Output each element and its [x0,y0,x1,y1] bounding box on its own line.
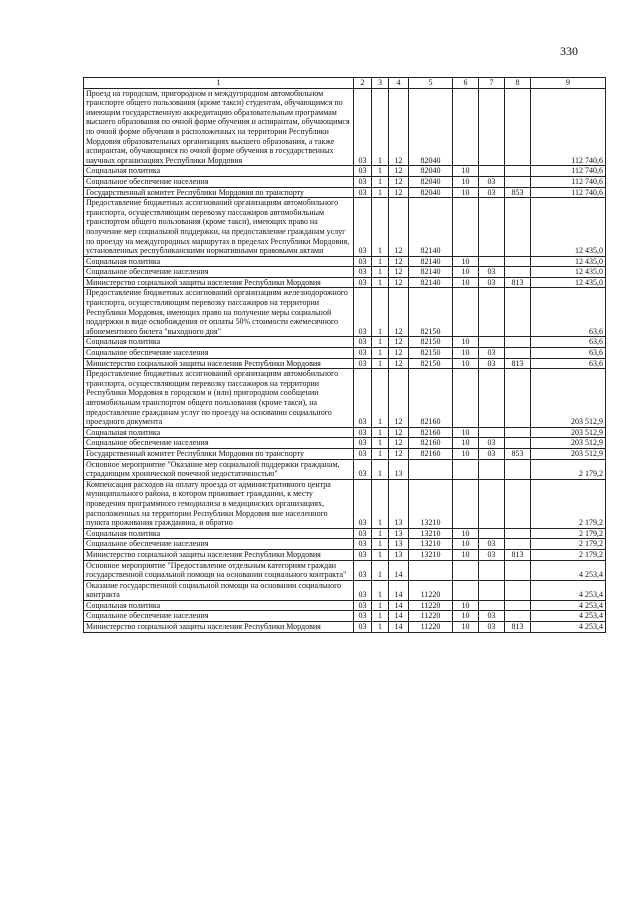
row-code-3: 1 [372,549,389,560]
row-code-7: 03 [479,176,505,187]
row-code-2: 03 [354,88,372,166]
row-code-5 [409,560,453,580]
row-code-2: 03 [354,358,372,369]
row-code-6: 10 [453,358,479,369]
row-code-2: 03 [354,622,372,633]
row-code-7: 03 [479,549,505,560]
row-code-2: 03 [354,611,372,622]
row-code-4: 12 [389,256,409,267]
table-row [84,358,606,369]
row-code-5: 82150 [409,348,453,359]
row-description: Министерство социальной защиты населения Республики Мордовия [84,549,354,560]
row-code-6: 10 [453,277,479,288]
row-code-7 [479,256,505,267]
row-code-2: 03 [354,198,372,257]
row-code-3: 1 [372,479,389,528]
row-code-3: 1 [372,337,389,348]
row-code-3: 1 [372,438,389,449]
row-code-6 [453,288,479,337]
row-code-4: 14 [389,560,409,580]
row-code-6 [453,198,479,257]
row-code-4: 13 [389,528,409,539]
row-code-6: 10 [453,166,479,177]
row-code-7 [479,580,505,600]
row-code-6: 10 [453,348,479,359]
row-code-7: 03 [479,358,505,369]
column-header: 2 [354,78,372,89]
row-code-8 [505,459,531,479]
table-row [84,176,606,187]
row-code-5: 11220 [409,580,453,600]
row-code-8: 813 [505,622,531,633]
row-code-5: 82140 [409,198,453,257]
table-row [84,256,606,267]
row-amount: 4 253,4 [531,580,606,600]
row-amount: 203 512,9 [531,369,606,428]
table-body [84,88,606,632]
row-code-6: 10 [453,528,479,539]
row-code-3: 1 [372,166,389,177]
row-amount: 63,6 [531,337,606,348]
row-code-5: 82040 [409,88,453,166]
row-description: Основное мероприятие "Оказание мер социальной поддержки гражданам, страдающим хронической почечной недостаточностью" [84,459,354,479]
row-amount: 2 179,2 [531,459,606,479]
column-header: 3 [372,78,389,89]
row-code-6: 10 [453,187,479,198]
row-code-3: 1 [372,348,389,359]
row-description: Социальное обеспечение населения [84,539,354,550]
row-amount: 112 740,6 [531,176,606,187]
row-description: Социальное обеспечение населения [84,348,354,359]
row-amount: 2 179,2 [531,479,606,528]
row-amount: 2 179,2 [531,549,606,560]
row-code-8 [505,438,531,449]
table-row [84,198,606,257]
row-code-8: 813 [505,549,531,560]
row-description: Министерство социальной защиты населения Республики Мордовия [84,622,354,633]
row-code-5: 82160 [409,448,453,459]
row-amount: 4 253,4 [531,600,606,611]
row-code-4: 12 [389,187,409,198]
table-row [84,267,606,278]
row-code-8 [505,560,531,580]
row-code-8 [505,348,531,359]
row-code-6: 10 [453,600,479,611]
row-description: Социальное обеспечение населения [84,438,354,449]
row-code-5: 82040 [409,166,453,177]
row-description: Социальная политика [84,256,354,267]
row-amount: 112 740,6 [531,88,606,166]
row-code-6: 10 [453,438,479,449]
row-code-3: 1 [372,256,389,267]
row-code-6: 10 [453,267,479,278]
row-code-4: 12 [389,427,409,438]
row-code-6 [453,580,479,600]
row-code-7 [479,337,505,348]
row-code-4: 12 [389,88,409,166]
row-code-4: 14 [389,611,409,622]
row-code-8 [505,166,531,177]
row-code-7: 03 [479,348,505,359]
row-code-2: 03 [354,438,372,449]
table-row [84,459,606,479]
row-code-2: 03 [354,549,372,560]
row-amount: 12 435,0 [531,277,606,288]
row-code-5: 13210 [409,539,453,550]
row-code-4: 12 [389,166,409,177]
row-code-3: 1 [372,369,389,428]
row-code-3: 1 [372,176,389,187]
row-code-3: 1 [372,600,389,611]
row-amount: 12 435,0 [531,267,606,278]
row-code-5: 82150 [409,337,453,348]
row-amount: 12 435,0 [531,256,606,267]
column-header: 1 [84,78,354,89]
row-code-2: 03 [354,288,372,337]
row-code-4: 13 [389,459,409,479]
row-code-8: 813 [505,358,531,369]
column-header: 5 [409,78,453,89]
row-code-2: 03 [354,448,372,459]
row-code-7 [479,427,505,438]
column-header: 4 [389,78,409,89]
row-description: Предоставление бюджетных ассигнований организациям железнодорожного транспорта, осуществляющим перевозку пассажиров на территории Республики Мордовия, имеющих право на получение меры социальной поддержки в виде освобождения от оплаты 50% стоимости ежемесячного абонементного билета "выходного дня" [84,288,354,337]
row-description: Социальное обеспечение населения [84,267,354,278]
row-code-6 [453,479,479,528]
row-amount: 4 253,4 [531,611,606,622]
row-code-6: 10 [453,176,479,187]
column-header: 7 [479,78,505,89]
row-code-5: 11220 [409,611,453,622]
table-row [84,187,606,198]
row-description: Основное мероприятие "Предоставление отдельным категориям граждан государственной социальной помощи на основании социального контракта" [84,560,354,580]
row-amount: 63,6 [531,358,606,369]
row-description: Социальная политика [84,337,354,348]
row-code-2: 03 [354,187,372,198]
table-row [84,369,606,428]
row-description: Предоставление бюджетных ассигнований организациям автомобильного транспорта, осуществляющим перевозку пассажиров автомобильным транспортом общего пользования (кроме такси), имеющих право на получение мер социальной поддержки, на предоставление гражданам услуг по проезду на междугородных маршрутах в пределах Республики Мордовия, установленных республиканскими нормативными правовыми актами [84,198,354,257]
row-code-4: 12 [389,348,409,359]
row-description: Социальная политика [84,528,354,539]
row-code-5: 82150 [409,358,453,369]
row-amount: 4 253,4 [531,622,606,633]
row-description: Компенсация расходов на оплату проезда от административного центра муниципального района, в котором проживает гражданин, к месту проведения программного гемодиализа в медицинских организациях, расположенных на территории Республики Мордовия вне населенного пункта проживания гражданина, и обратно [84,479,354,528]
row-code-2: 03 [354,256,372,267]
row-code-2: 03 [354,528,372,539]
table-row [84,580,606,600]
row-code-7 [479,288,505,337]
row-code-3: 1 [372,539,389,550]
row-code-7: 03 [479,539,505,550]
row-code-5: 13210 [409,549,453,560]
row-code-4: 14 [389,600,409,611]
column-header: 8 [505,78,531,89]
row-code-6: 10 [453,539,479,550]
row-amount: 12 435,0 [531,198,606,257]
column-header: 6 [453,78,479,89]
row-code-4: 13 [389,549,409,560]
row-amount: 2 179,2 [531,528,606,539]
row-code-3: 1 [372,622,389,633]
row-code-8 [505,611,531,622]
row-code-5: 82140 [409,256,453,267]
row-code-4: 13 [389,539,409,550]
column-header: 9 [531,78,606,89]
row-description: Оказание государственной социальной помощи на основании социального контракта [84,580,354,600]
row-code-7: 03 [479,438,505,449]
row-description: Социальное обеспечение населения [84,176,354,187]
row-code-7 [479,479,505,528]
row-code-7: 03 [479,267,505,278]
row-code-7 [479,88,505,166]
row-code-4: 12 [389,176,409,187]
row-code-6: 10 [453,549,479,560]
row-code-6 [453,369,479,428]
table-row [84,337,606,348]
table-row [84,166,606,177]
row-description: Социальная политика [84,427,354,438]
row-code-2: 03 [354,267,372,278]
row-code-2: 03 [354,427,372,438]
row-code-5: 82040 [409,187,453,198]
row-code-5: 82160 [409,369,453,428]
table-row [84,622,606,633]
page-number: 330 [560,44,578,58]
row-code-4: 14 [389,580,409,600]
row-code-2: 03 [354,166,372,177]
table-row [84,448,606,459]
table-row [84,528,606,539]
row-code-8: 853 [505,187,531,198]
table-row [84,479,606,528]
row-code-4: 14 [389,622,409,633]
row-description: Социальная политика [84,600,354,611]
row-code-5: 82040 [409,176,453,187]
row-code-6: 10 [453,611,479,622]
row-code-5: 82140 [409,277,453,288]
row-code-2: 03 [354,337,372,348]
row-code-3: 1 [372,288,389,337]
row-code-8 [505,600,531,611]
table-row [84,427,606,438]
table-row [84,539,606,550]
row-code-3: 1 [372,88,389,166]
row-code-3: 1 [372,198,389,257]
row-amount: 112 740,6 [531,166,606,177]
row-code-4: 13 [389,479,409,528]
row-code-6: 10 [453,448,479,459]
row-code-6 [453,560,479,580]
row-code-8 [505,479,531,528]
row-code-7 [479,528,505,539]
row-code-4: 12 [389,438,409,449]
row-code-5: 82150 [409,288,453,337]
row-code-2: 03 [354,600,372,611]
row-code-6: 10 [453,256,479,267]
table-row [84,277,606,288]
table-row [84,611,606,622]
row-description: Социальная политика [84,166,354,177]
row-code-4: 12 [389,369,409,428]
row-code-3: 1 [372,427,389,438]
row-code-4: 12 [389,358,409,369]
row-amount: 63,6 [531,288,606,337]
budget-table [83,77,606,633]
row-amount: 112 740,6 [531,187,606,198]
row-code-7: 03 [479,277,505,288]
row-code-7 [479,166,505,177]
row-description: Государственный комитет Республики Мордовия по транспорту [84,448,354,459]
row-code-3: 1 [372,267,389,278]
row-code-3: 1 [372,448,389,459]
row-code-7: 03 [479,611,505,622]
row-code-3: 1 [372,187,389,198]
table-row [84,288,606,337]
row-code-6: 10 [453,337,479,348]
row-code-5 [409,459,453,479]
row-code-7 [479,459,505,479]
row-code-2: 03 [354,580,372,600]
row-amount: 4 253,4 [531,560,606,580]
row-code-8 [505,337,531,348]
row-code-2: 03 [354,277,372,288]
row-code-8 [505,427,531,438]
row-code-3: 1 [372,358,389,369]
row-description: Министерство социальной защиты населения Республики Мордовия [84,358,354,369]
row-code-7 [479,600,505,611]
row-code-7 [479,369,505,428]
row-code-5: 13210 [409,528,453,539]
row-code-5: 13210 [409,479,453,528]
row-code-5: 11220 [409,600,453,611]
row-amount: 2 179,2 [531,539,606,550]
row-code-6 [453,88,479,166]
row-code-7 [479,560,505,580]
row-code-3: 1 [372,611,389,622]
row-code-8 [505,528,531,539]
row-code-4: 12 [389,277,409,288]
row-code-5: 82140 [409,267,453,278]
row-code-8 [505,580,531,600]
row-code-8: 853 [505,448,531,459]
row-code-6: 10 [453,622,479,633]
row-code-2: 03 [354,369,372,428]
row-amount: 203 512,9 [531,427,606,438]
row-code-8 [505,176,531,187]
row-code-8 [505,369,531,428]
row-description: Министерство социальной защиты населения Республики Мордовия [84,277,354,288]
row-amount: 203 512,9 [531,448,606,459]
table-row [84,348,606,359]
table-row [84,438,606,449]
table-row [84,560,606,580]
row-code-7 [479,198,505,257]
row-code-7: 03 [479,448,505,459]
row-code-2: 03 [354,560,372,580]
row-code-4: 12 [389,448,409,459]
row-description: Предоставление бюджетных ассигнований организациям автомобильного транспорта, осуществляющим перевозку пассажиров на территории Республики Мордовия в городском и (или) пригородном сообщении автомобильным транспортом общего пользования (кроме такси), на предоставление гражданам услуг по проезду на основании социального проездного документа [84,369,354,428]
table-row [84,549,606,560]
row-code-8 [505,88,531,166]
row-code-2: 03 [354,479,372,528]
row-code-3: 1 [372,560,389,580]
row-code-2: 03 [354,176,372,187]
row-code-8 [505,256,531,267]
row-code-8: 813 [505,277,531,288]
row-code-5: 11220 [409,622,453,633]
row-code-6 [453,459,479,479]
row-code-4: 12 [389,267,409,278]
table-header-row [84,78,606,89]
row-code-5: 82160 [409,427,453,438]
table-row [84,600,606,611]
row-code-5: 82160 [409,438,453,449]
row-description: Проезд на городском, пригородном и междугородном автомобильном транспорте общего пользования (кроме такси) студентам, обучающимся по имеющим государственную аккредитацию образовательным программам высшего образования по очной форме обучения и аспирантам, обучающимся по очной форме обучения в расположенных на территории Республики Мордовия образовательных организациях высшего образования, а также аспирантам, обучающимся по очной форме обучения в государственных научных организациях Республики Мордовия [84,88,354,166]
row-code-8 [505,288,531,337]
row-code-4: 12 [389,198,409,257]
row-code-7: 03 [479,622,505,633]
row-amount: 63,6 [531,348,606,359]
table-row [84,88,606,166]
row-code-2: 03 [354,539,372,550]
row-code-3: 1 [372,459,389,479]
row-code-3: 1 [372,277,389,288]
row-code-2: 03 [354,348,372,359]
row-code-4: 12 [389,288,409,337]
row-code-4: 12 [389,337,409,348]
row-code-3: 1 [372,528,389,539]
row-code-8 [505,198,531,257]
row-code-8 [505,539,531,550]
row-code-2: 03 [354,459,372,479]
row-code-8 [505,267,531,278]
row-code-3: 1 [372,580,389,600]
row-description: Государственный комитет Республики Мордовия по транспорту [84,187,354,198]
row-amount: 203 512,9 [531,438,606,449]
row-code-7: 03 [479,187,505,198]
row-description: Социальное обеспечение населения [84,611,354,622]
row-code-6: 10 [453,427,479,438]
